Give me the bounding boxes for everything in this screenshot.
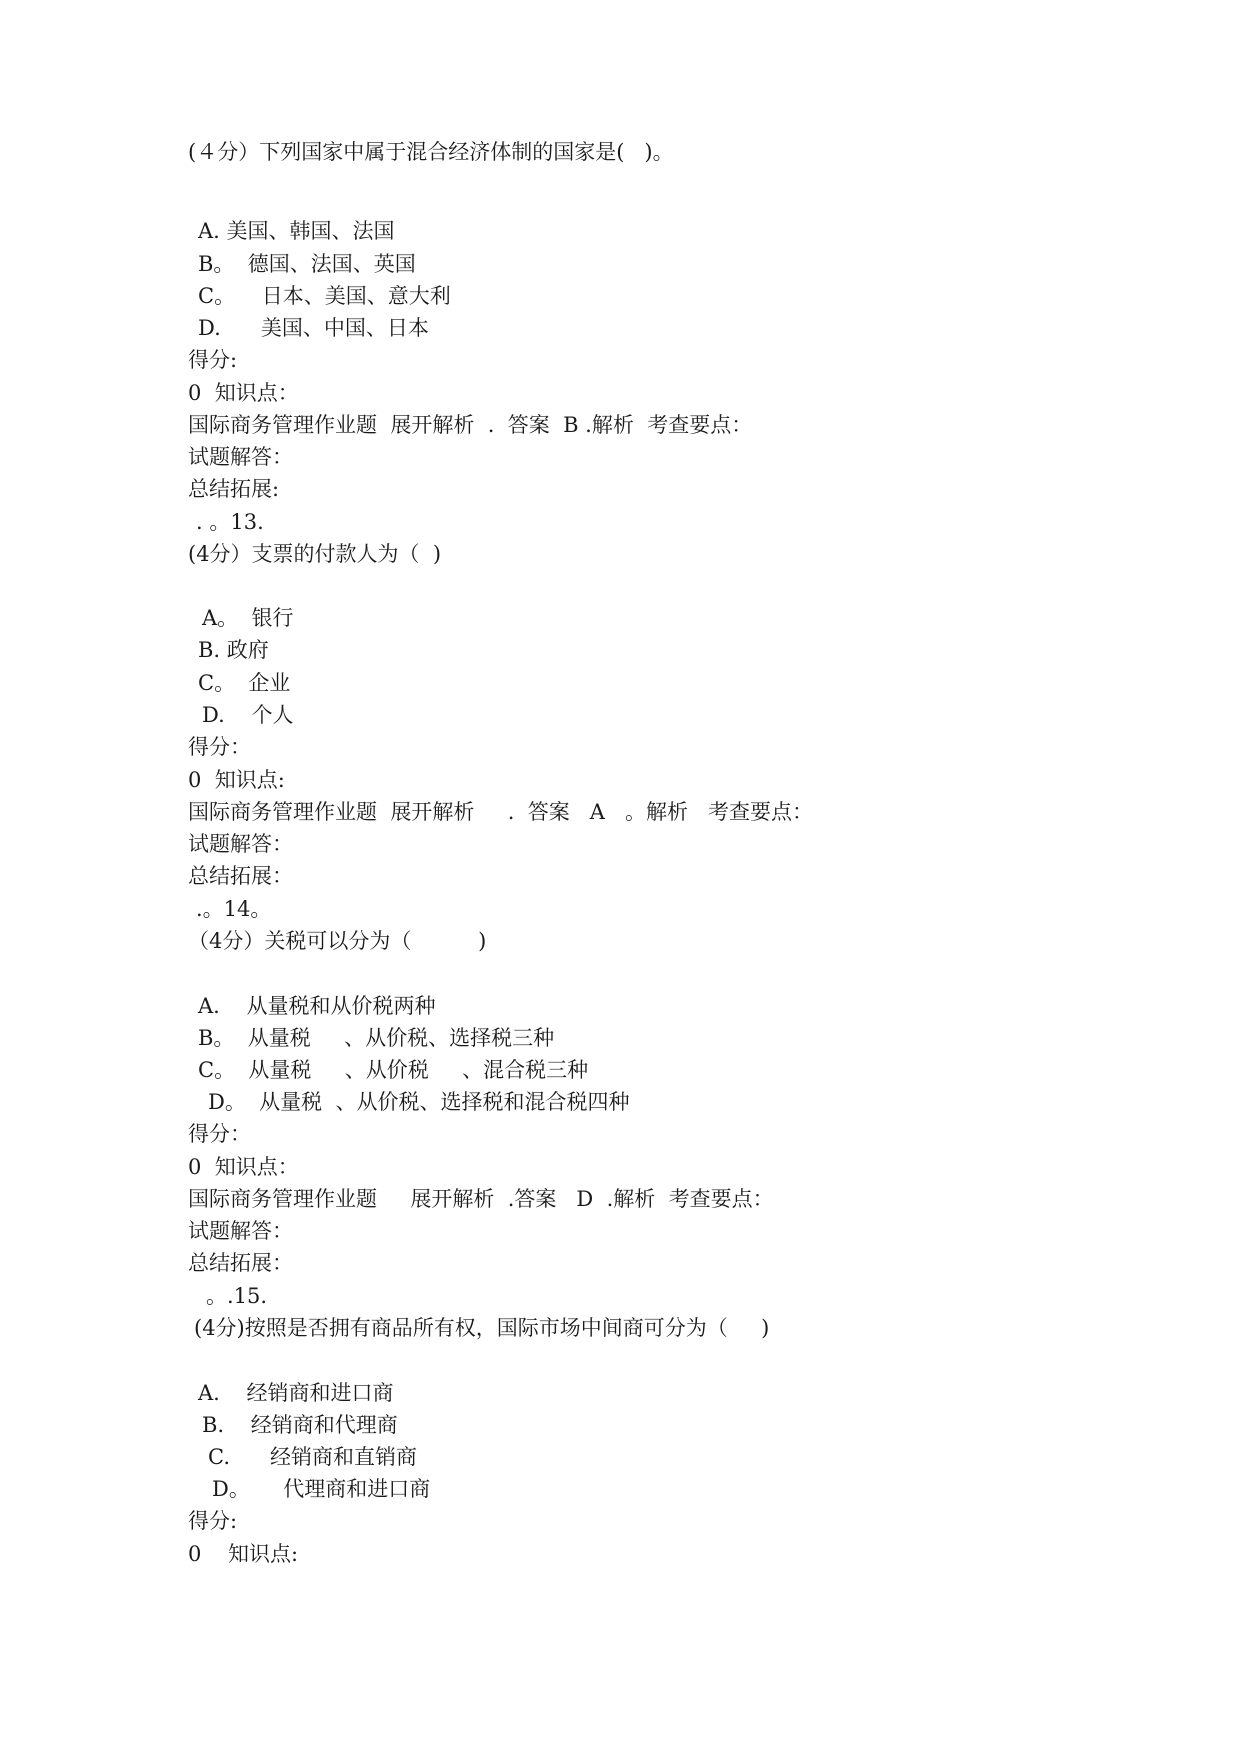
knowledge-label: 0 知识点： — [188, 1155, 299, 1179]
summary-label: 总结拓展： — [188, 864, 293, 888]
question-prompt: （4分）关税可以分为（ ) — [188, 929, 487, 953]
score-label: 得分: — [188, 1509, 238, 1533]
option-d: D。 代理商和进口商 — [212, 1477, 431, 1501]
analysis-line: 国际商务管理作业题 展开解析 . 答案 B .解析 考查要点： — [188, 413, 753, 437]
option-c: C。 企业 — [198, 671, 291, 695]
knowledge-label: 0 知识点: — [188, 768, 285, 792]
analysis-line: 国际商务管理作业题 展开解析 . 答案 A 。解析 考查要点： — [188, 800, 813, 824]
answer-label: 试题解答： — [188, 1219, 293, 1243]
option-c: C。 从量税 、从价税 、混合税三种 — [198, 1058, 589, 1082]
option-d: D。 从量税 、从价税、选择税和混合税四种 — [208, 1090, 630, 1114]
score-label: 得分： — [188, 735, 251, 759]
question-number: .。14。 — [196, 897, 272, 921]
option-b: B. 经销商和代理商 — [202, 1413, 398, 1437]
question-number: . 。13. — [196, 510, 264, 534]
knowledge-label: 0 知识点： — [188, 381, 299, 405]
option-b: B。 德国、法国、英国 — [198, 252, 416, 276]
score-label: 得分： — [188, 1122, 251, 1146]
score-label: 得分: — [188, 348, 238, 372]
option-c: C。 日本、美国、意大利 — [198, 284, 451, 308]
answer-label: 试题解答： — [188, 832, 293, 856]
option-d: D. 个人 — [202, 703, 294, 727]
option-a: A. 经销商和进口商 — [198, 1381, 394, 1405]
option-a: A。 银行 — [202, 606, 294, 630]
answer-label: 试题解答： — [188, 445, 293, 469]
option-a: A. 美国、韩国、法国 — [198, 219, 395, 243]
summary-label: 总结拓展: — [188, 477, 280, 501]
question-prompt: (4分）支票的付款人为（ ) — [188, 542, 442, 566]
option-d: D. 美国、中国、日本 — [198, 316, 429, 340]
analysis-line: 国际商务管理作业题 展开解析 .答案 D .解析 考查要点： — [188, 1187, 774, 1211]
summary-label: 总结拓展： — [188, 1251, 293, 1275]
question-number: 。.15. — [206, 1284, 268, 1308]
question-prompt: (4分)按照是否拥有商品所有权，国际市场中间商可分为（ ) — [194, 1316, 770, 1340]
question-prompt: (４分）下列国家中属于混合经济体制的国家是( )。 — [188, 140, 674, 164]
option-b: B。 从量税 、从价税、选择税三种 — [198, 1026, 555, 1050]
option-a: A. 从量税和从价税两种 — [198, 994, 436, 1018]
option-b: B. 政府 — [198, 638, 269, 662]
knowledge-label: 0 知识点: — [188, 1542, 299, 1566]
option-c: C. 经销商和直销商 — [208, 1445, 418, 1469]
